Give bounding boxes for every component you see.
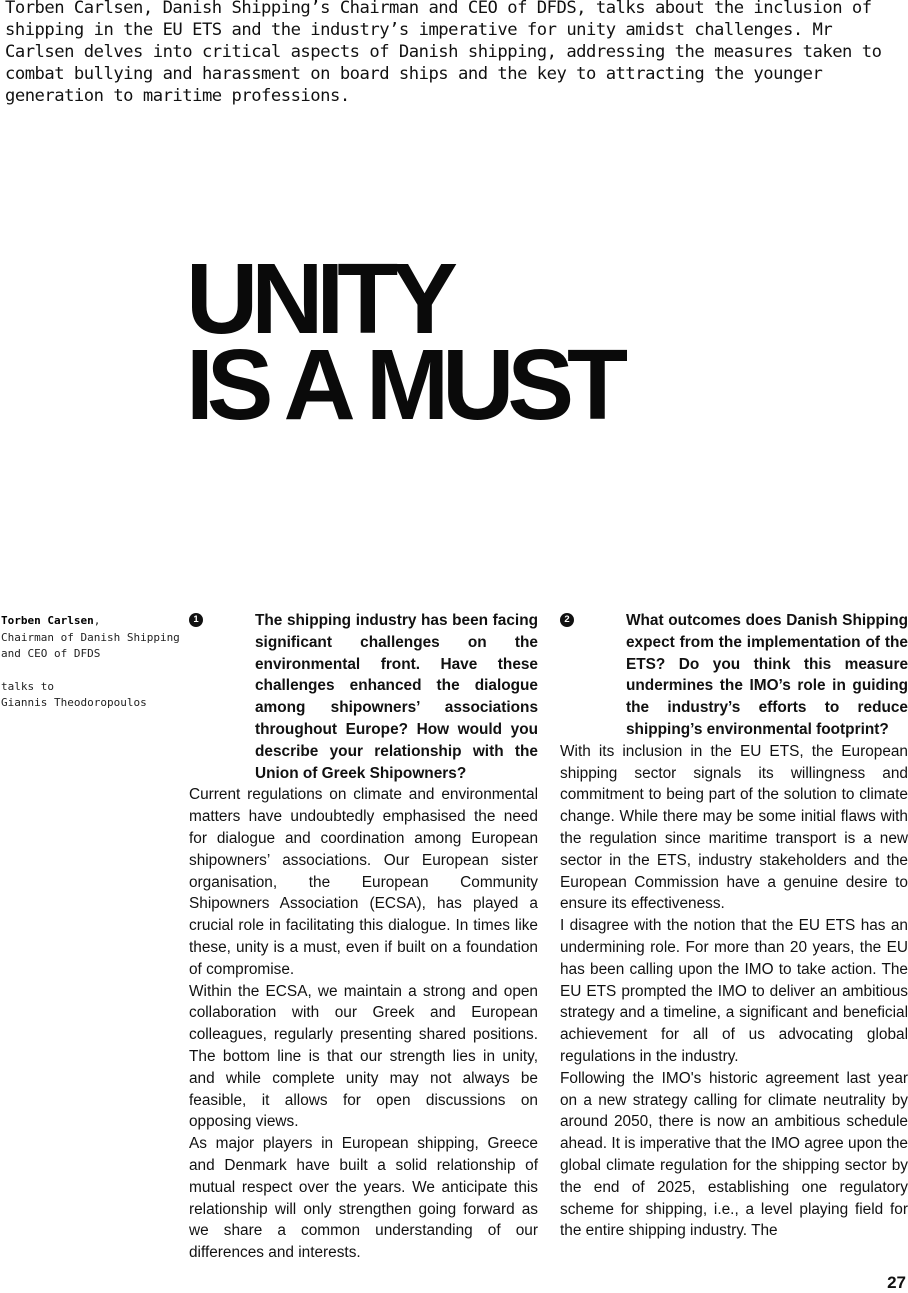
- column-question-2: [560, 610, 908, 1242]
- byline-comma: ,: [93, 614, 101, 627]
- interviewee-role-line-2: and CEO of DFDS: [1, 647, 101, 660]
- interviewee-name: Torben Carlsen: [1, 614, 94, 627]
- intro-paragraph: Torben Carlsen, Danish Shipping’s Chairman and CEO of DFDS, talks about the inclusion of shipping in the EU ETS and the industry’s imperative for unity amidst challenges. Mr Carlsen delves into critical aspects of Danish shipping, addressing the measures taken to combat bullying and harassment on board ships and the key to attracting the younger generation to maritime professions.: [5, 0, 882, 106]
- byline-name-line: [1, 613, 181, 630]
- question-2: [560, 610, 908, 741]
- headline-line-1: UNITY: [186, 243, 451, 355]
- answer-2-paragraph-3: Following the IMO's historic agreement last year on a new strategy calling for climate neutrality by around 2050, there is now an ambitious schedule ahead. It is imperative that the IMO agree upon the global climate regulation for the shipping sector by the end of 2025, establishing one regulatory scheme for shipping, i.e., a level playing field for the entire shipping industry. The: [560, 1069, 908, 1240]
- answer-2-paragraph-1: With its inclusion in the EU ETS, the European shipping sector signals its willingness and commitment to being part of the solution to climate change. While there may be some initial flaws with the regulation since maritime transport is a new sector in the ETS, industry stakeholders and the European Commission have a genuine desire to ensure its effectiveness.: [560, 742, 908, 913]
- page-number: 27: [887, 1273, 906, 1292]
- byline: [1, 613, 181, 712]
- question-number-badge-2: 2: [560, 613, 574, 627]
- question-number-badge-1: 1: [189, 613, 203, 627]
- headline: [186, 243, 622, 441]
- talks-to-label: talks to: [1, 679, 54, 693]
- column-question-1: [189, 610, 538, 1264]
- question-1-text: The shipping industry has been facing significant challenges on the environmental front. Have these challenges enhanced the dialogue among shipowners’ associations throughout Europe? How would you describe your relationship with the Union of Greek Shipowners?: [255, 612, 538, 782]
- answer-2-paragraph-2: I disagree with the notion that the EU ETS has an undermining role. For more than 20 years, the EU has been calling upon the IMO to take action. The EU ETS prompted the IMO to deliver an ambitious strategy and a timeline, a significant and beneficial achievement for all of us advocating global regulations in the industry.: [560, 917, 908, 1065]
- answer-1-paragraph-1: Current regulations on climate and environmental matters have undoubtedly emphasised the need for dialogue and coordination among European shipowners’ associations. Our European sister organisation, the European Community Shipowners Association (ECSA), has played a crucial role in facilitating this dialogue. In times like these, unity is a must, even if built on a foundation of compromise.: [189, 786, 538, 978]
- answer-1-paragraph-2: Within the ECSA, we maintain a strong and open collaboration with our Greek and European colleagues, regularly presenting shared positions. The bottom line is that our strength lies in unity, and while complete unity may not always be feasible, it allows for open discussions on opposing views.: [189, 982, 538, 1131]
- answer-1-paragraph-3: As major players in European shipping, Greece and Denmark have built a solid relationship of mutual respect over the years. We anticipate this relationship will only strengthen going forward as we share a common understanding of our differences and interests.: [189, 1135, 538, 1262]
- question-2-text: What outcomes does Danish Shipping expect from the implementation of the ETS? Do you think this measure undermines the IMO’s role in guiding the industry’s efforts to reduce shipping’s environmental footprint?: [626, 612, 908, 738]
- headline-line-2: IS A MUST: [186, 329, 622, 441]
- question-1: [189, 610, 538, 784]
- byline-spacer: [1, 663, 181, 679]
- interviewee-role-line-1: Chairman of Danish Shipping: [1, 630, 180, 644]
- interviewer-name: Giannis Theodoropoulos: [1, 696, 147, 709]
